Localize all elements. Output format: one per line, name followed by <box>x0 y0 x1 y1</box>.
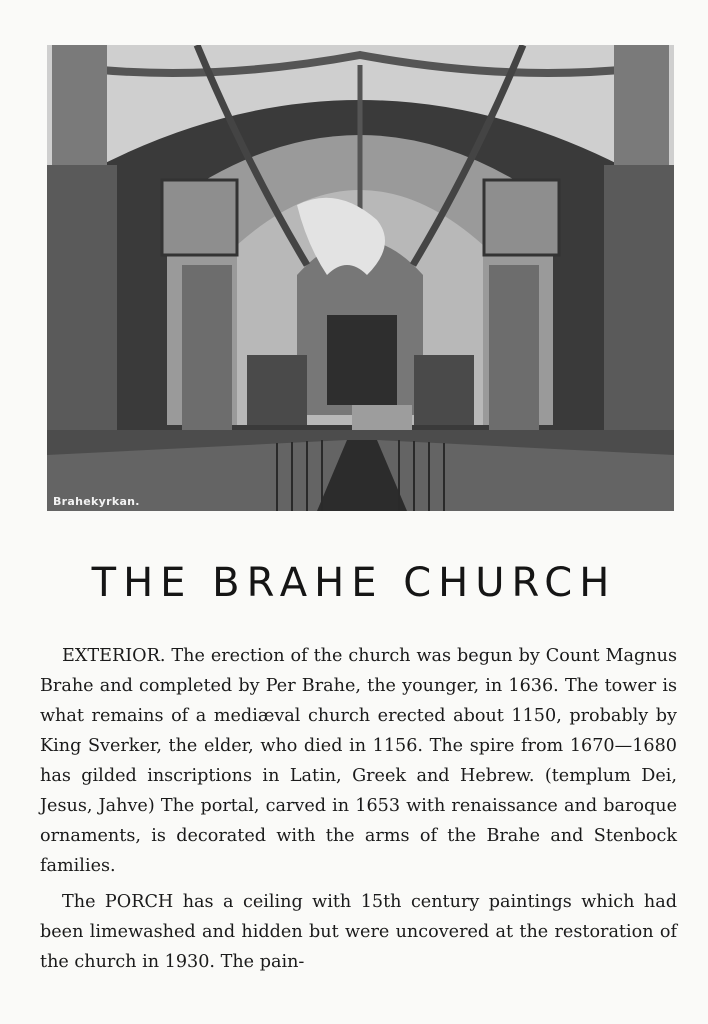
church-interior-illustration <box>47 45 674 511</box>
page-title: THE BRAHE CHURCH <box>91 560 617 606</box>
body-text <box>40 641 677 977</box>
photo-caption: Brahekyrkan. <box>53 495 140 508</box>
church-interior-photo <box>47 45 674 511</box>
paragraph-porch: The PORCH has a ceiling with 15th century paintings which had been limewashed and hidden but were uncovered at the restoration of the church in 1930. The pain- <box>40 892 677 972</box>
paragraph-exterior: EXTERIOR. The erection of the church was begun by Count Magnus Brahe and completed by Per Brahe, the younger, in 1636. The tower is what remains of a mediæval church erected about 1150, probably by King Sverker, the elder, who died in 1156. The spire from 1670—1680 has gilded inscriptions in Latin, Greek and Hebrew. (templum Dei, Jesus, Jahve) The portal, carved in 1653 with renaissance and baroque ornaments, is decorated with the arms of the Brahe and Stenbock families. <box>40 646 677 876</box>
